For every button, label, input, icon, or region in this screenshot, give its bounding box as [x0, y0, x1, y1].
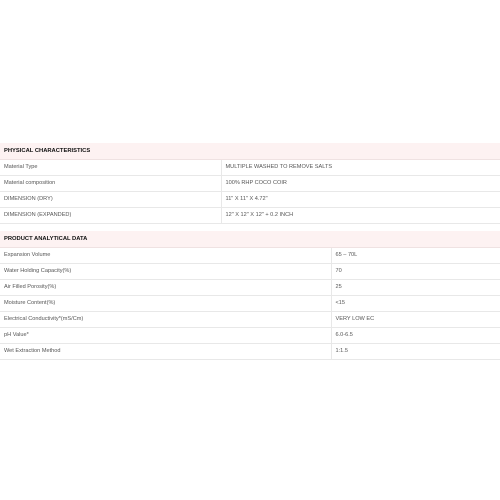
table-row: [0, 160, 500, 176]
physical-characteristics-table: [0, 143, 500, 224]
table-row: [0, 328, 500, 344]
row-label: Water Holding Capacity(%): [0, 264, 331, 280]
row-value: 1:1.5: [331, 344, 500, 360]
row-label: Electrical Conductivity*(mS/Cm): [0, 312, 331, 328]
row-value: MULTIPLE WASHED TO REMOVE SALTS: [221, 160, 500, 176]
product-analytical-data-heading: PRODUCT ANALYTICAL DATA: [0, 231, 500, 248]
row-label: DIMENSION (EXPANDED): [0, 208, 221, 224]
table-row: [0, 296, 500, 312]
row-label: Expansion Volume: [0, 248, 331, 264]
table-row: [0, 280, 500, 296]
row-label: Air Filled Porosity(%): [0, 280, 331, 296]
row-label: DIMENSION (DRY): [0, 192, 221, 208]
row-value: 65 – 70L: [331, 248, 500, 264]
row-value: 6.0-6.5: [331, 328, 500, 344]
table-row: [0, 208, 500, 224]
physical-characteristics-heading: PHYSICAL CHARACTERISTICS: [0, 143, 500, 160]
table-row: [0, 312, 500, 328]
product-analytical-data-table: [0, 231, 500, 360]
row-value: 11" X 11" X 4.72": [221, 192, 500, 208]
row-label: Material Type: [0, 160, 221, 176]
table-row: [0, 176, 500, 192]
table-row: [0, 264, 500, 280]
table-row: [0, 192, 500, 208]
row-value: VERY LOW EC: [331, 312, 500, 328]
table-row: [0, 344, 500, 360]
row-value: 100% RHP COCO COIR: [221, 176, 500, 192]
row-label: pH Value*: [0, 328, 331, 344]
row-value: 70: [331, 264, 500, 280]
row-value: <15: [331, 296, 500, 312]
row-label: Wet Extraction Method: [0, 344, 331, 360]
row-value: 12" X 12" X 12" + 0.2 INCH: [221, 208, 500, 224]
row-label: Moisture Content(%): [0, 296, 331, 312]
row-label: Material composition: [0, 176, 221, 192]
table-header-row: [0, 231, 500, 248]
table-header-row: [0, 143, 500, 160]
row-value: 25: [331, 280, 500, 296]
table-row: [0, 248, 500, 264]
